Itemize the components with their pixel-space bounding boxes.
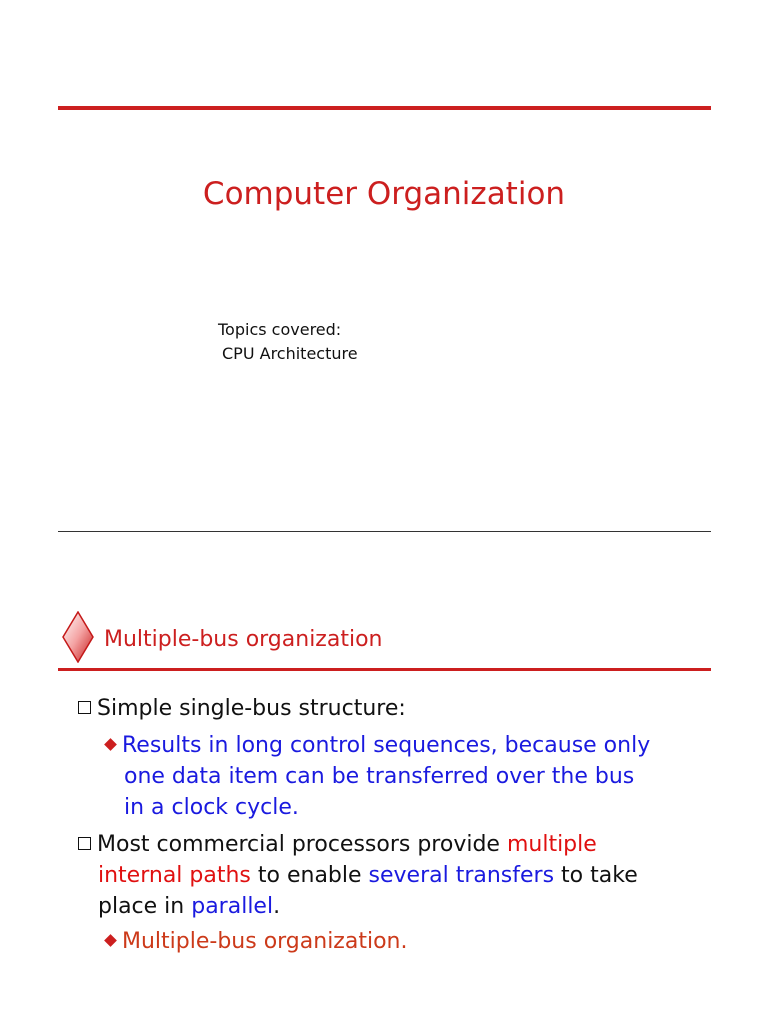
- checkbox-square-icon: [78, 701, 91, 714]
- bullet2-text: to enable: [250, 863, 369, 888]
- slide-title: Computer Organization: [202, 176, 566, 212]
- bullet-text: Simple single-bus structure:: [97, 696, 406, 721]
- heading-red-rule: [58, 668, 711, 671]
- bullet2-line-2: [78, 860, 738, 891]
- sub-bullet-text: Multiple-bus organization.: [122, 929, 408, 954]
- bullet2-text: place in: [98, 894, 192, 919]
- small-diamond-icon: [104, 934, 117, 947]
- bullet-commercial-processors: [78, 829, 738, 922]
- bullet-single-bus: [78, 693, 406, 724]
- sub-bullet-control-sequences: [106, 730, 726, 823]
- diamond-icon: [62, 611, 94, 663]
- bullet2-text: .: [273, 894, 281, 919]
- bullet2-line-1: [78, 829, 738, 860]
- section-heading: Multiple-bus organization: [104, 627, 383, 652]
- highlight-several-transfers: several transfers: [368, 863, 555, 888]
- small-diamond-icon: [104, 738, 117, 751]
- slide-divider: [58, 531, 711, 532]
- highlight-parallel: parallel: [191, 894, 274, 919]
- sub-bullet-line-3: in a clock cycle.: [124, 795, 299, 820]
- bullet2-text: to take: [554, 863, 638, 888]
- topics-label: Topics covered:: [218, 320, 342, 339]
- highlight-multiple: multiple: [506, 832, 597, 857]
- sub-bullet-multiple-bus: [106, 926, 407, 957]
- bullet2-line-3: [78, 891, 738, 922]
- sub-bullet-line-1: Results in long control sequences, because only: [122, 733, 651, 758]
- bullet2-text: Most commercial processors provide: [97, 832, 507, 857]
- topics-value: CPU Architecture: [222, 344, 358, 363]
- checkbox-square-icon: [78, 837, 91, 850]
- highlight-internal-paths: internal paths: [98, 863, 251, 888]
- top-red-rule: [58, 106, 711, 110]
- sub-bullet-line-2: one data item can be transferred over the bus: [124, 764, 635, 789]
- topics-block: [218, 318, 358, 366]
